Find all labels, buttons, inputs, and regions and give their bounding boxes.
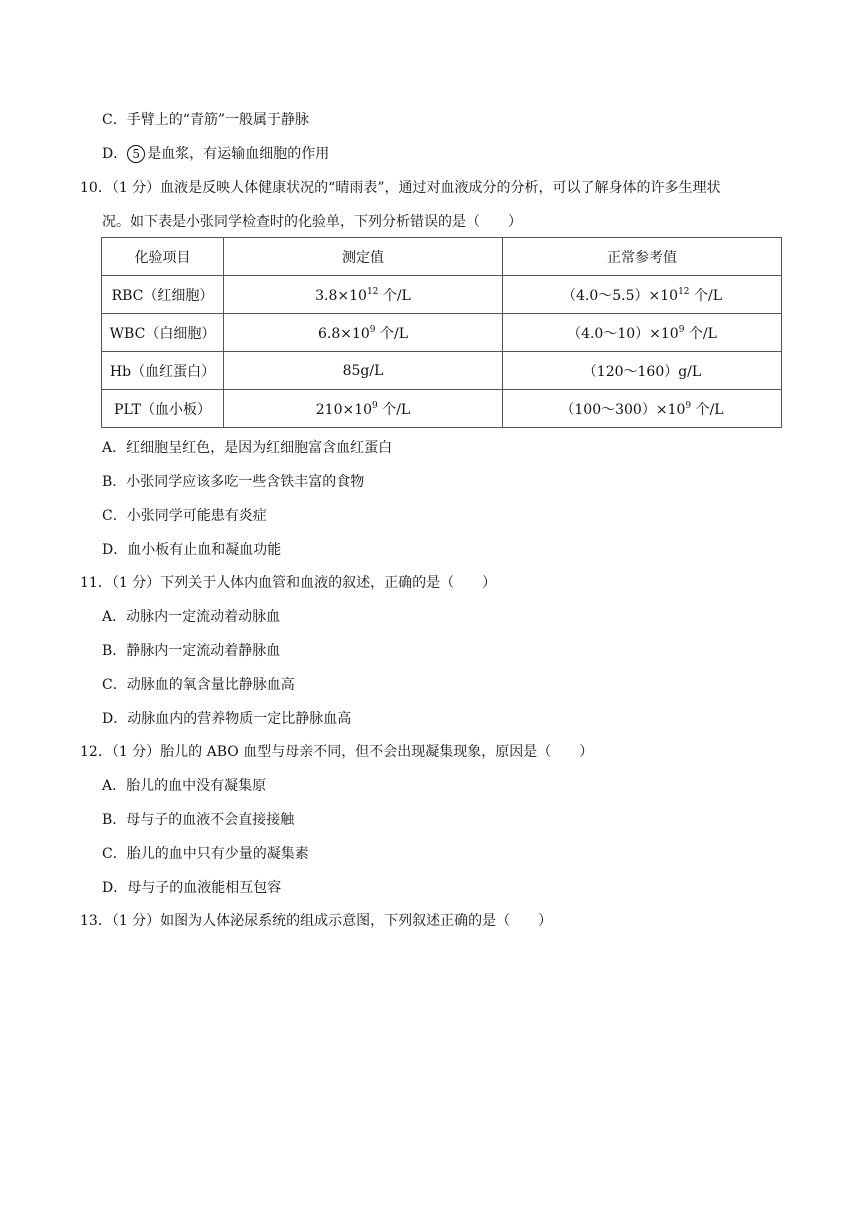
ref-unit: 个/L xyxy=(689,287,722,304)
table-cell-reference xyxy=(503,314,782,352)
q12-option-d: D．母与子的血液能相互包容 xyxy=(102,880,282,896)
table-header-row xyxy=(102,238,782,276)
ref-unit: 个/L xyxy=(691,401,724,418)
table-cell-item: PLT（血小板） xyxy=(102,390,224,428)
table-header-cell: 测定值 xyxy=(224,238,503,276)
q11-stem: 11．（1 分）下列关于人体内血管和血液的叙述，正确的是（ ） xyxy=(80,575,497,591)
value-unit: 个/L xyxy=(375,325,408,342)
table-header-cell: 化验项目 xyxy=(102,238,224,276)
table-row xyxy=(102,352,782,390)
q9-option-d xyxy=(102,144,329,164)
circled-number-5: 5 xyxy=(127,145,145,163)
value-exponent: 12 xyxy=(366,286,379,297)
table-row xyxy=(102,390,782,428)
q10-option-b: B．小张同学应该多吃一些含铁丰富的食物 xyxy=(102,474,365,490)
value-exponent: 9 xyxy=(369,324,376,335)
ref-base: （4.0～10）×10 xyxy=(567,325,679,342)
table-cell-item: RBC（红细胞） xyxy=(102,276,224,314)
ref-unit: 个/L xyxy=(684,325,717,342)
table-row xyxy=(102,314,782,352)
ref-base: （4.0～5.5）×10 xyxy=(562,287,679,304)
q11-option-c: C．动脉血的氧含量比静脉血高 xyxy=(102,677,295,693)
value-exponent: 9 xyxy=(372,400,378,411)
q11-option-a: A．动脉内一定流动着动脉血 xyxy=(102,609,281,625)
value-base: 85g/L xyxy=(342,362,384,379)
q13-stem: 13．（1 分）如图为人体泌尿系统的组成示意图，下列叙述正确的是（ ） xyxy=(80,913,553,929)
ref-exponent: 12 xyxy=(678,286,690,297)
q9-option-d-prefix: D． xyxy=(102,146,128,162)
table-cell-value xyxy=(224,314,503,352)
q10-option-c: C．小张同学可能患有炎症 xyxy=(102,508,267,524)
value-base: 6.8×10 xyxy=(317,325,370,342)
value-base: 3.8×10 xyxy=(315,287,367,304)
table-cell-value xyxy=(224,352,503,390)
ref-base: （120～160）g/L xyxy=(582,363,702,380)
table-row xyxy=(102,276,782,314)
table-cell-reference xyxy=(503,352,782,390)
table-cell-reference xyxy=(503,276,782,314)
ref-base: （100～300）×10 xyxy=(560,401,686,418)
table-cell-value xyxy=(224,390,503,428)
table-cell-value xyxy=(224,276,503,314)
q9-option-c: C．手臂上的“青筋”一般属于静脉 xyxy=(102,112,310,128)
q12-option-b: B．母与子的血液不会直接接触 xyxy=(102,812,295,828)
q10-stem-line1: 10．（1 分）血液是反映人体健康状况的“晴雨表”，通过对血液成分的分析，可以了解身体的许多生理状 xyxy=(80,180,721,196)
q11-option-d: D．动脉血内的营养物质一定比静脉血高 xyxy=(102,711,352,727)
table-header-cell: 正常参考值 xyxy=(503,238,782,276)
table-cell-item: WBC（白细胞） xyxy=(102,314,224,352)
value-unit: 个/L xyxy=(377,401,411,418)
q11-option-b: B．静脉内一定流动着静脉血 xyxy=(102,643,281,659)
q9-option-d-text: 是血浆，有运输血细胞的作用 xyxy=(147,146,330,162)
q10-option-a: A．红细胞呈红色，是因为红细胞富含血红蛋白 xyxy=(102,440,393,456)
value-base: 210×10 xyxy=(315,401,373,418)
q12-option-c: C．胎儿的血中只有少量的凝集素 xyxy=(102,846,309,862)
ref-exponent: 9 xyxy=(678,324,685,335)
table-cell-item: Hb（血红蛋白） xyxy=(102,352,224,390)
q12-option-a: A．胎儿的血中没有凝集原 xyxy=(102,778,267,794)
q12-stem: 12．（1 分）胎儿的 ABO 血型与母亲不同，但不会出现凝集现象，原因是（ ） xyxy=(80,744,594,760)
value-unit: 个/L xyxy=(378,287,411,304)
lab-results-table xyxy=(101,237,782,428)
q10-option-d: D．血小板有止血和凝血功能 xyxy=(102,542,282,558)
table-cell-reference xyxy=(503,390,782,428)
q10-stem-line2: 况。如下表是小张同学检查时的化验单，下列分析错误的是（ ） xyxy=(102,214,522,230)
ref-exponent: 9 xyxy=(685,400,692,411)
